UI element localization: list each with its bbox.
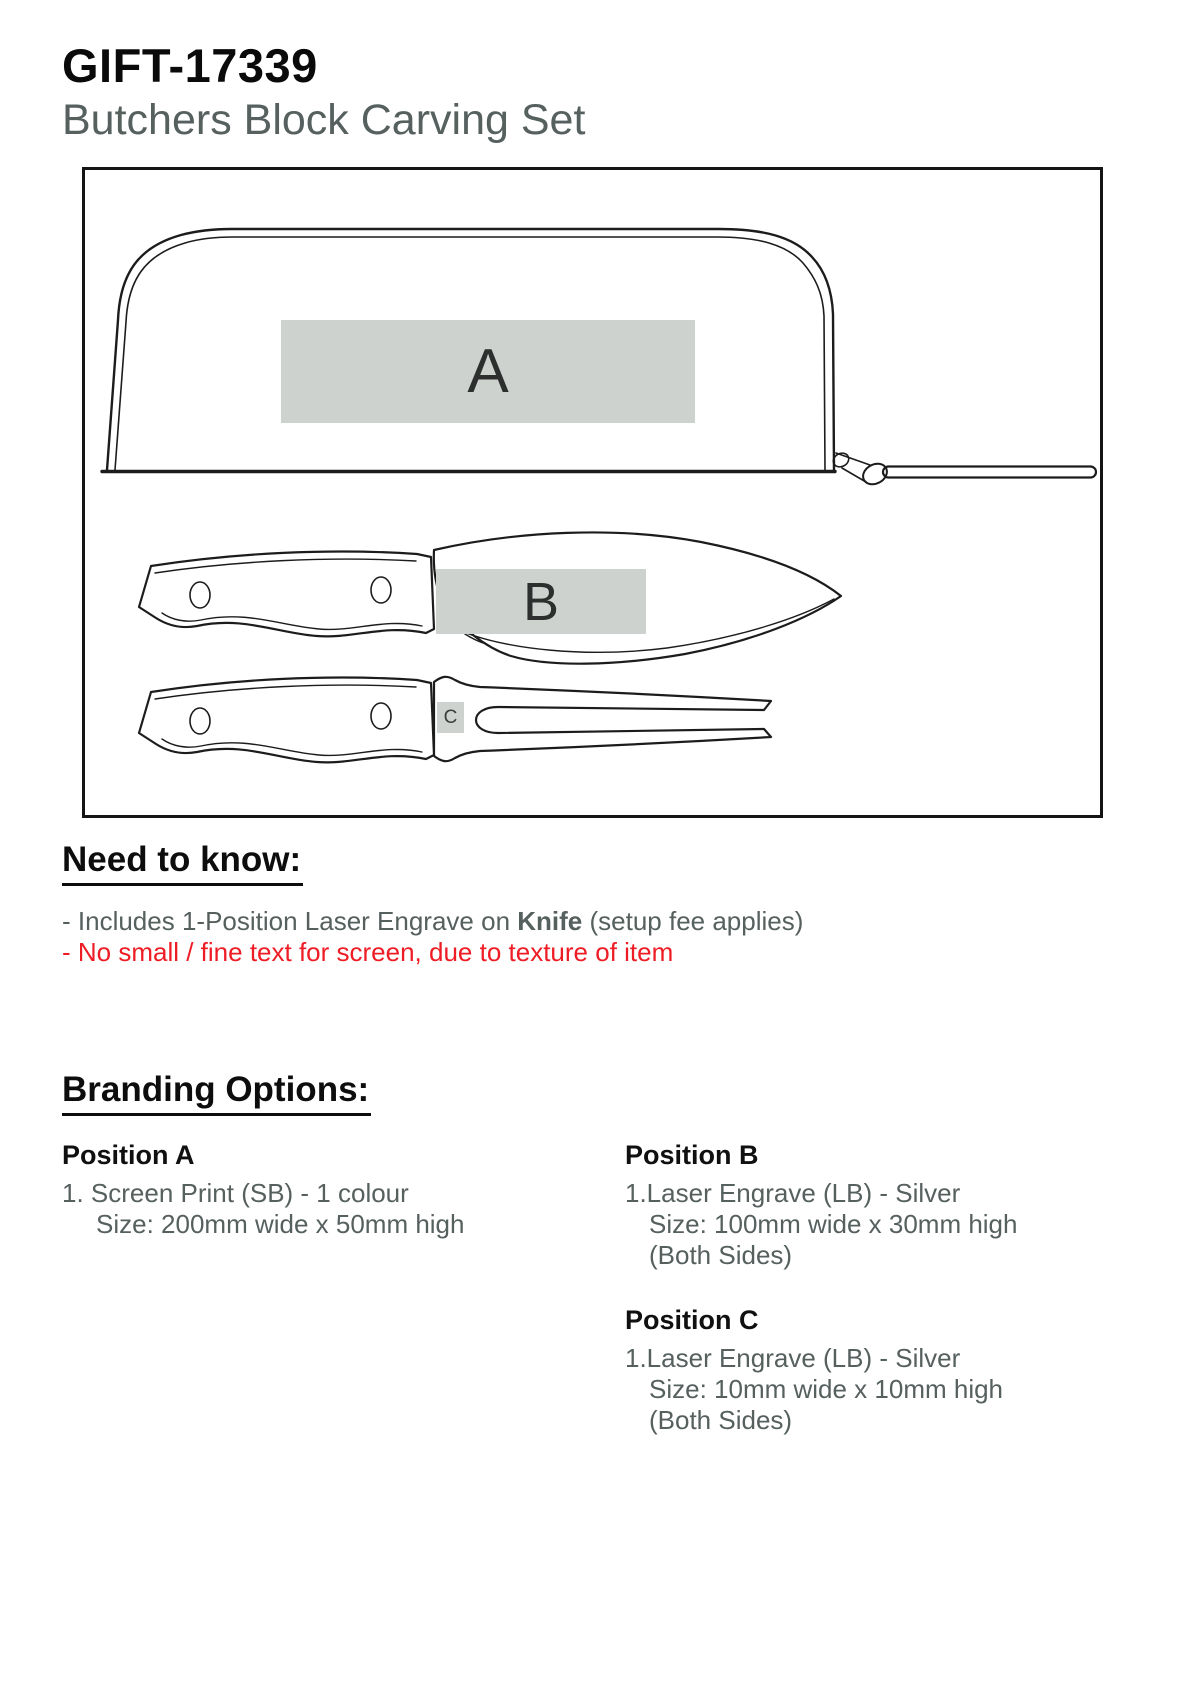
product-diagram [82, 167, 1103, 818]
position-c-sides: (Both Sides) [649, 1405, 793, 1435]
need-to-know-warning: - No small / fine text for screen, due to texture of item [62, 937, 674, 967]
line1-suffix: (setup fee applies) [582, 906, 804, 936]
branding-column-left [62, 1140, 602, 1274]
line1-prefix: - Includes 1-Position Laser Engrave on [62, 906, 518, 936]
product-code: GIFT-17339 [62, 39, 318, 92]
position-a-block [62, 1140, 602, 1240]
position-c-method: 1.Laser Engrave (LB) - Silver [625, 1343, 961, 1373]
branding-options-section [62, 1070, 1122, 1435]
product-name: Butchers Block Carving Set [62, 96, 586, 144]
position-b-method: 1.Laser Engrave (LB) - Silver [625, 1178, 961, 1208]
line1-emphasis: Knife [517, 906, 583, 936]
position-b-size: Size: 100mm wide x 30mm high [649, 1209, 1018, 1239]
position-a-size: Size: 200mm wide x 50mm high [96, 1209, 465, 1239]
position-a-title: Position A [62, 1140, 195, 1170]
position-b-block [625, 1140, 1165, 1271]
position-c-block [625, 1305, 1165, 1436]
branding-area-b-label: B [436, 569, 646, 634]
position-c-title: Position C [625, 1305, 759, 1335]
board-rod-detail [883, 467, 1096, 478]
branding-column-right [625, 1140, 1165, 1470]
position-b-title: Position B [625, 1140, 759, 1170]
branding-options-heading: Branding Options: [62, 1070, 371, 1116]
position-c-size: Size: 10mm wide x 10mm high [649, 1374, 1004, 1404]
need-to-know-section [62, 840, 1122, 968]
branding-area-a-label: A [281, 320, 695, 423]
board-hinge-detail [831, 451, 891, 489]
line-art [85, 170, 1100, 815]
need-to-know-heading: Need to know: [62, 840, 303, 886]
position-b-sides: (Both Sides) [649, 1240, 793, 1270]
position-a-method: 1. Screen Print (SB) - 1 colour [62, 1178, 409, 1208]
need-to-know-line-1 [62, 906, 1122, 937]
branding-area-c-label: C [437, 702, 464, 733]
